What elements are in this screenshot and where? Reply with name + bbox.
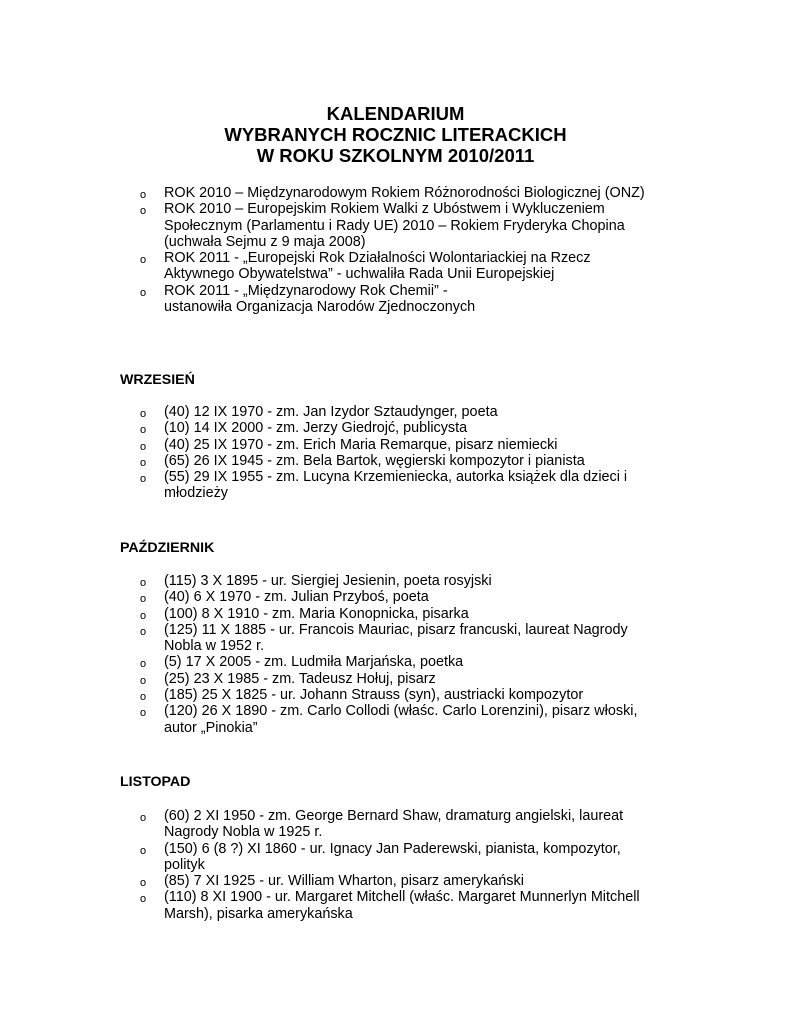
list-item <box>140 201 660 250</box>
list-item <box>140 808 660 841</box>
bullet-icon: o <box>140 658 147 671</box>
bullet-icon: o <box>140 286 147 299</box>
bullet-icon: o <box>140 844 147 857</box>
list-item-text: (10) 14 IX 2000 - zm. Jerzy Giedrojć, publicysta <box>164 420 468 437</box>
list-item-text: ROK 2011 - „Europejski Rok Działalności Wolontariackiej na Rzecz Aktywnego Obywatelstwa” - uchwaliła Rada Unii Europejskiej <box>164 250 591 283</box>
wrzesien-list <box>140 404 660 502</box>
list-item <box>140 437 660 453</box>
title-line-1: KALENDARIUM <box>326 103 465 124</box>
list-item-text: (40) 12 IX 1970 - zm. Jan Izydor Sztaudynger, poeta <box>164 404 498 420</box>
list-item-text: ROK 2011 - „Międzynarodowy Rok Chemii” - ustanowiła Organizacja Narodów Zjednoczonych <box>164 282 476 316</box>
list-item-text: (25) 23 X 1985 - zm. Tadeusz Hołuj, pisarz <box>164 670 436 687</box>
list-item-text: (40) 6 X 1970 - zm. Julian Przyboś, poeta <box>164 589 429 606</box>
bullet-icon: o <box>140 893 147 906</box>
list-item-text: ROK 2010 – Europejskim Rokiem Walki z Ubóstwem i Wykluczeniem Społecznym (Parlamentu i Rady UE) 2010 – Rokiem Fryderyka Chopina (uchwała Sejmu z 9 maja 2008) <box>164 201 625 250</box>
list-item <box>140 404 660 420</box>
section-title-listopad: LISTOPAD <box>120 774 191 790</box>
list-item-text: (55) 29 IX 1955 - zm. Lucyna Krzemieniecka, autorka książek dla dzieci i młodzieży <box>164 469 628 502</box>
list-item-text: (110) 8 XI 1900 - ur. Margaret Mitchell (właśc. Margaret Munnerlyn Mitchell Marsh), pisarka amerykańska <box>164 889 640 922</box>
bullet-icon: o <box>140 691 147 704</box>
bullet-icon: o <box>140 254 147 267</box>
section-title-pazdziernik: PAŹDZIERNIK <box>120 540 215 556</box>
pazdziernik-list <box>140 573 660 736</box>
list-item-text: (65) 26 IX 1945 - zm. Bela Bartok, węgierski kompozytor i pianista <box>164 452 585 469</box>
bullet-icon: o <box>140 456 147 469</box>
bullet-icon: o <box>140 674 147 687</box>
bullet-icon: o <box>140 440 147 453</box>
bullet-icon: o <box>140 877 147 890</box>
section-title-wrzesien: WRZESIEŃ <box>120 372 195 388</box>
bullet-icon: o <box>140 707 147 720</box>
list-item <box>140 622 660 655</box>
bullet-icon: o <box>140 812 147 824</box>
list-item <box>140 420 660 436</box>
list-item <box>140 889 660 922</box>
list-item <box>140 573 660 589</box>
list-item <box>140 703 660 736</box>
list-item <box>140 654 660 670</box>
list-item <box>140 841 660 874</box>
list-item <box>140 185 660 201</box>
title-line-2: WYBRANYCH ROCZNIC LITERACKICH <box>224 124 567 145</box>
list-item-text: ROK 2010 – Międzynarodowym Rokiem Różnorodności Biologicznej (ONZ) <box>164 185 645 201</box>
bullet-icon: o <box>140 609 147 622</box>
list-item-text: (40) 25 IX 1970 - zm. Erich Maria Remarque, pisarz niemiecki <box>164 436 558 453</box>
list-item <box>140 589 660 605</box>
list-item-text: (185) 25 X 1825 - ur. Johann Strauss (syn), austriacki kompozytor <box>164 687 584 704</box>
list-item-text: (115) 3 X 1895 - ur. Siergiej Jesienin, poeta rosyjski <box>164 573 492 589</box>
list-item-text: (85) 7 XI 1925 - ur. William Wharton, pisarz amerykański <box>164 873 524 890</box>
bullet-icon: o <box>140 408 147 420</box>
title-line-3: W ROKU SZKOLNYM 2010/2011 <box>256 145 535 166</box>
bullet-icon: o <box>140 473 147 486</box>
list-item <box>140 250 660 283</box>
list-item <box>140 469 660 502</box>
list-item-text: (120) 26 X 1890 - zm. Carlo Collodi (właśc. Carlo Lorenzini), pisarz włoski, autor „Pinokia” <box>164 703 638 736</box>
list-item <box>140 453 660 469</box>
list-item-text: (60) 2 XI 1950 - zm. George Bernard Shaw, dramaturg angielski, laureat Nagrody Nobla w 1925 r. <box>164 808 624 841</box>
listopad-list <box>140 808 660 922</box>
bullet-icon: o <box>140 593 147 606</box>
list-item <box>140 606 660 622</box>
bullet-icon: o <box>140 205 147 218</box>
intro-list <box>140 185 660 315</box>
list-item-text: (100) 8 X 1910 - zm. Maria Konopnicka, pisarka <box>164 605 469 622</box>
document-title <box>0 103 791 166</box>
list-item-text: (125) 11 X 1885 - ur. Francois Mauriac, pisarz francuski, laureat Nagrody Nobla w 1952 r. <box>164 621 628 655</box>
list-item-text: (5) 17 X 2005 - zm. Ludmiła Marjańska, poetka <box>164 654 464 671</box>
bullet-icon: o <box>140 189 147 201</box>
bullet-icon: o <box>140 577 147 589</box>
bullet-icon: o <box>140 424 147 437</box>
list-item <box>140 671 660 687</box>
list-item <box>140 283 660 316</box>
list-item <box>140 687 660 703</box>
list-item <box>140 873 660 889</box>
list-item-text: (150) 6 (8 ?) XI 1860 - ur. Ignacy Jan Paderewski, pianista, kompozytor, polityk <box>164 840 621 873</box>
bullet-icon: o <box>140 625 147 638</box>
